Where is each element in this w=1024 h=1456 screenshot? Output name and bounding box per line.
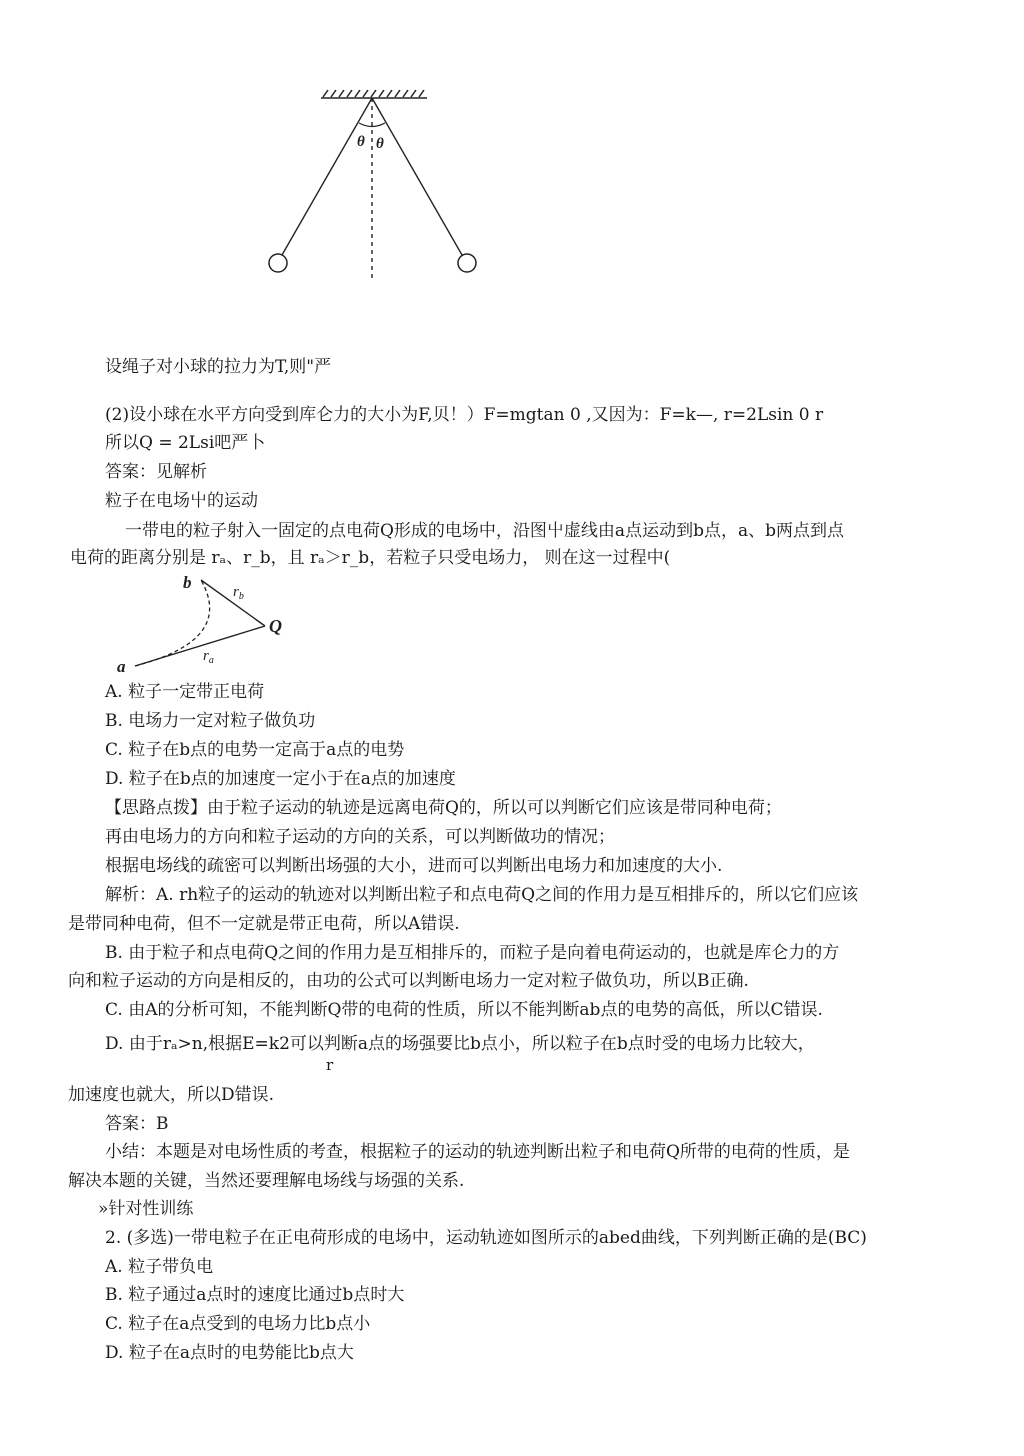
answer-line: 答案：B [105,1114,169,1134]
option-c: C. 粒子在b点的电势一定高于a点的电势 [105,740,405,760]
explanation-line: D. 由于rₐ>n,根据E=k2可以判断a点的场强要比b点小，所以粒子在b点时受的电场力比较大， [105,1034,815,1054]
summary-line: 解决本题的关键，当然还要理解电场线与场强的关系. [68,1171,465,1191]
dashed-trajectory [135,580,210,666]
explanation-line: C. 由A的分析可知，不能判断Q带的电荷的性质，所以不能判断ab点的电势的高低，所以C错误. [105,1000,823,1020]
option-a: A. 粒子一定带正电荷 [105,682,265,702]
pendulum-figure [255,80,495,285]
point-b-label: b [183,573,192,592]
explanation-line: B. 由于粒子和点电荷Q之间的作用力是互相排斥的，而粒子是向着电荷运动的，也就是库仑力的方 [105,943,840,963]
text-line: 所以Q = 2Lsi吧严卜 [105,433,266,453]
q2-option-c: C. 粒子在a点受到的电场力比b点小 [105,1314,371,1334]
formula-denominator: r [326,1056,334,1074]
option-b: B. 电场力一定对粒子做负功 [105,711,316,731]
hint-line: 根据电场线的疏密可以判断出场强的大小，进而可以判断出电场力和加速度的大小. [105,856,723,876]
section-heading: 粒子在电场屮的运动 [105,491,258,511]
explanation-line: 解析：A. rh粒子的运动的轨迹对以判断出粒子和点电荷Q之间的作用力是互相排斥的，所以它们应该 [105,885,859,905]
point-a-label: a [117,657,126,676]
question-2: 2. (多选)一带电粒子在正电荷形成的电场中，运动轨迹如图所示的abed曲线，下列判断正确的是(BC) [105,1228,867,1248]
q2-option-d: D. 粒子在a点时的电势能比b点大 [105,1343,354,1363]
section-heading: »针对性训练 [98,1199,194,1219]
left-string [282,98,372,255]
explanation-line: 加速度也就大，所以D错误. [68,1085,275,1105]
theta-right-label: θ [376,136,384,152]
hint-line: 再由电场力的方向和粒子运动的方向的关系，可以判断做功的情况； [105,827,615,847]
ra-label: $r_a$ [203,648,214,666]
ra-line [135,626,265,666]
q2-option-b: B. 粒子通过a点时的速度比通过b点时大 [105,1285,405,1305]
left-ball [269,254,287,272]
explanation-line: 是带同种电荷，但不一定就是带正电荷，所以A错误. [68,914,460,934]
ceiling-hatch [321,90,427,98]
text-line: 一带电的粒子射入一固定的点电荷Q形成的电场中，沿图屮虚线由a点运动到b点，a、b两点到点 [125,521,844,541]
summary-line: 小结：本题是对电场性质的考查，根据粒子的运动的轨迹判断出粒子和电荷Q所带的电荷的性质，是 [105,1142,850,1162]
q2-option-a: A. 粒子带负电 [105,1257,214,1277]
charge-q-label: Q [269,616,282,636]
rb-label: $r_b$ [233,584,244,602]
text-line: 电荷的距离分别是 rₐ、r_b，且 rₐ＞r_b，若粒子只受电场力， 则在这一过程中( [70,548,671,568]
hint-line: 【思路点拨】由于粒子运动的轨迹是远离电荷Q的，所以可以判断它们应该是带同种电荷； [105,798,782,818]
text-line: 设绳子对小球的拉力为T,则"严 [105,357,332,377]
text-line: (2)设小球在水平方向受到库仑力的大小为F,贝！）F=mgtan 0 ,又因为：F=k—, r=2Lsin 0 r [105,405,824,425]
right-ball [458,254,476,272]
explanation-line: 向和粒子运动的方向是相反的，由功的公式可以判断电场力一定对粒子做负功，所以B正确. [68,971,749,991]
right-string [372,98,462,255]
answer-line: 答案：见解析 [105,462,207,482]
theta-left-label: θ [357,134,365,150]
option-d: D. 粒子在b点的加速度一定小于在a点的加速度 [105,769,456,789]
trajectory-figure [105,568,305,678]
